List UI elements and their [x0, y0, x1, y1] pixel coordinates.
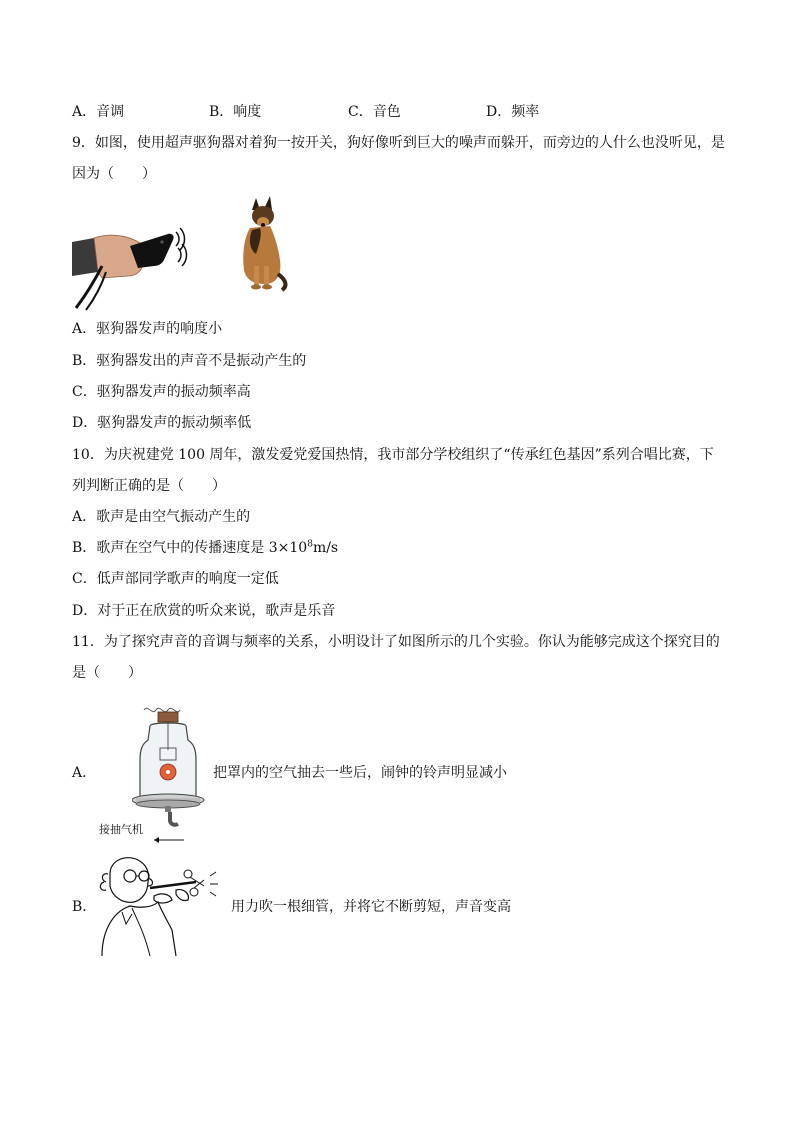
q9-option-b: B．驱狗器发出的声音不是振动产生的 [72, 353, 307, 369]
q10-option-b [72, 538, 338, 558]
q9-stem-line-1: 9．如图，使用超声驱狗器对着狗一按开关，狗好像听到巨大的噪声而躲开，而旁边的人什么也没听见，是 [72, 135, 725, 151]
q9-option-c: C．驱狗器发声的振动频率高 [72, 384, 251, 400]
dog-repeller-figure [72, 226, 192, 312]
pump-label: 接抽气机 [99, 823, 143, 836]
q10-option-d: D．对于正在欣赏的听众来说，歌声是乐音 [72, 603, 336, 619]
q11-stem-line-1: 11．为了探究声音的音调与频率的关系，小明设计了如图所示的几个实验。你认为能够完成这个探究目的 [72, 634, 720, 650]
bell-jar-figure [132, 700, 212, 812]
q10-option-c: C．低声部同学歌声的响度一定低 [72, 571, 279, 587]
pump-pipe-figure [150, 812, 190, 846]
q10-option-b-prefix: B．歌声在空气中的传播速度是 3×10 [72, 540, 308, 556]
q9-stem-line-2: 因为（ ） [72, 166, 156, 182]
q10-option-b-exponent: 8 [307, 539, 313, 550]
q9-option-d: D．驱狗器发声的振动频率低 [72, 415, 252, 431]
q10-option-b-unit: m/s [312, 540, 339, 556]
q11-stem-line-2: 是（ ） [72, 665, 142, 681]
q11-option-b-label: B． [72, 899, 97, 915]
q8-option-c: C．音色 [348, 104, 401, 120]
q8-option-a: A．音调 [72, 104, 125, 120]
q10-option-a: A．歌声是由空气振动产生的 [72, 509, 251, 525]
q10-stem-line-1: 10．为庆祝建党 100 周年，激发爱党爱国热情，我市部分学校组织了“传承红色基因”系列合唱比赛，下 [72, 447, 714, 463]
q11-option-a-label: A． [72, 765, 97, 781]
q9-option-a: A．驱狗器发声的响度小 [72, 321, 223, 337]
q8-option-d: D．频率 [486, 104, 540, 120]
german-shepherd-figure [230, 194, 290, 292]
q11-option-a-text: 把罩内的空气抽去一些后，闹钟的铃声明显减小 [213, 765, 507, 781]
man-blowing-tube-figure [92, 852, 228, 956]
q10-stem-line-2: 列判断正确的是（ ） [72, 478, 226, 494]
q11-option-b-text: 用力吹一根细管，并将它不断剪短，声音变高 [231, 899, 511, 915]
q8-option-b: B．响度 [209, 104, 262, 120]
